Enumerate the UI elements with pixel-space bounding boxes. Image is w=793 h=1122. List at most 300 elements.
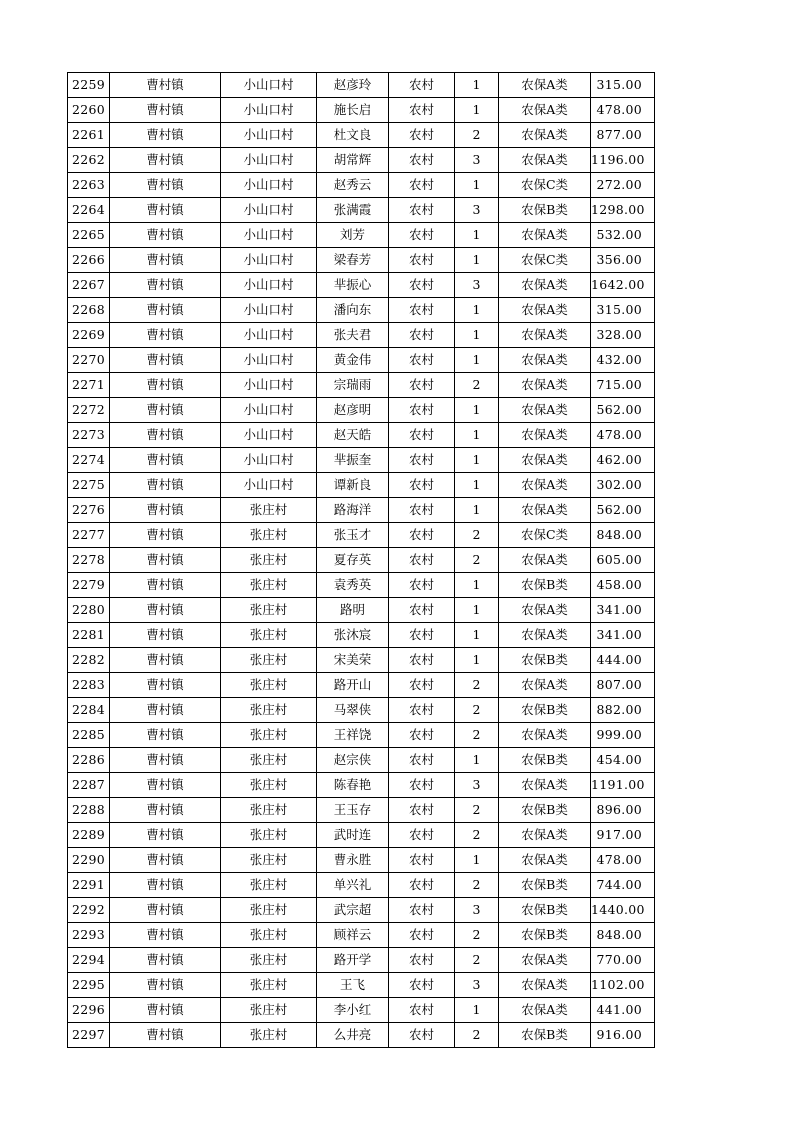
record-id: 2269 (68, 323, 110, 348)
record-id: 2297 (68, 1023, 110, 1048)
record-id: 2292 (68, 898, 110, 923)
table-row (68, 98, 655, 123)
people-count-cell: 2 (455, 798, 499, 823)
table-row (68, 123, 655, 148)
table-row (68, 723, 655, 748)
village-cell: 张庄村 (221, 623, 317, 648)
name-cell: 王祥饶 (317, 723, 389, 748)
name-cell: 张玉才 (317, 523, 389, 548)
village-cell: 小山口村 (221, 398, 317, 423)
name-cell: 路开学 (317, 948, 389, 973)
village-cell: 小山口村 (221, 198, 317, 223)
village-cell: 小山口村 (221, 473, 317, 498)
table-row (68, 923, 655, 948)
category-cell: 农保C类 (499, 523, 591, 548)
record-id: 2285 (68, 723, 110, 748)
household-type-cell: 农村 (389, 498, 455, 523)
table-row (68, 823, 655, 848)
name-cell: 宋美荣 (317, 648, 389, 673)
people-count-cell: 2 (455, 673, 499, 698)
amount-cell: 478.00 (591, 423, 655, 448)
category-cell: 农保B类 (499, 648, 591, 673)
table-row (68, 973, 655, 998)
people-count-cell: 1 (455, 448, 499, 473)
town-cell: 曹村镇 (110, 873, 221, 898)
household-type-cell: 农村 (389, 98, 455, 123)
record-id: 2282 (68, 648, 110, 673)
town-cell: 曹村镇 (110, 973, 221, 998)
household-type-cell: 农村 (389, 798, 455, 823)
household-type-cell: 农村 (389, 973, 455, 998)
record-id: 2278 (68, 548, 110, 573)
village-cell: 张庄村 (221, 573, 317, 598)
household-type-cell: 农村 (389, 573, 455, 598)
table-row (68, 673, 655, 698)
village-cell: 张庄村 (221, 823, 317, 848)
amount-cell: 302.00 (591, 473, 655, 498)
town-cell: 曹村镇 (110, 698, 221, 723)
household-type-cell: 农村 (389, 298, 455, 323)
town-cell: 曹村镇 (110, 548, 221, 573)
people-count-cell: 1 (455, 398, 499, 423)
town-cell: 曹村镇 (110, 673, 221, 698)
category-cell: 农保A类 (499, 848, 591, 873)
people-count-cell: 2 (455, 923, 499, 948)
village-cell: 小山口村 (221, 98, 317, 123)
village-cell: 张庄村 (221, 948, 317, 973)
amount-cell: 478.00 (591, 848, 655, 873)
amount-cell: 356.00 (591, 248, 655, 273)
town-cell: 曹村镇 (110, 398, 221, 423)
town-cell: 曹村镇 (110, 473, 221, 498)
amount-cell: 744.00 (591, 873, 655, 898)
village-cell: 小山口村 (221, 123, 317, 148)
category-cell: 农保A类 (499, 498, 591, 523)
category-cell: 农保A类 (499, 348, 591, 373)
people-count-cell: 2 (455, 1023, 499, 1048)
record-id: 2275 (68, 473, 110, 498)
household-type-cell: 农村 (389, 148, 455, 173)
village-cell: 张庄村 (221, 998, 317, 1023)
village-cell: 张庄村 (221, 748, 317, 773)
people-count-cell: 2 (455, 123, 499, 148)
amount-cell: 770.00 (591, 948, 655, 973)
people-count-cell: 2 (455, 823, 499, 848)
category-cell: 农保A类 (499, 823, 591, 848)
record-id: 2291 (68, 873, 110, 898)
name-cell: 赵天皓 (317, 423, 389, 448)
people-count-cell: 1 (455, 73, 499, 98)
record-id: 2261 (68, 123, 110, 148)
people-count-cell: 1 (455, 748, 499, 773)
category-cell: 农保C类 (499, 248, 591, 273)
table-row (68, 148, 655, 173)
household-type-cell: 农村 (389, 273, 455, 298)
town-cell: 曹村镇 (110, 748, 221, 773)
category-cell: 农保A类 (499, 473, 591, 498)
people-count-cell: 1 (455, 423, 499, 448)
category-cell: 农保A类 (499, 998, 591, 1023)
amount-cell: 1196.00 (591, 148, 655, 173)
town-cell: 曹村镇 (110, 73, 221, 98)
village-cell: 张庄村 (221, 698, 317, 723)
people-count-cell: 2 (455, 948, 499, 973)
household-type-cell: 农村 (389, 898, 455, 923)
village-cell: 小山口村 (221, 73, 317, 98)
household-type-cell: 农村 (389, 673, 455, 698)
table-row (68, 498, 655, 523)
table-row (68, 798, 655, 823)
town-cell: 曹村镇 (110, 373, 221, 398)
name-cell: 张夫君 (317, 323, 389, 348)
table-row (68, 698, 655, 723)
name-cell: 张沐宸 (317, 623, 389, 648)
amount-cell: 715.00 (591, 373, 655, 398)
household-type-cell: 农村 (389, 923, 455, 948)
household-type-cell: 农村 (389, 848, 455, 873)
household-type-cell: 农村 (389, 723, 455, 748)
amount-cell: 999.00 (591, 723, 655, 748)
amount-cell: 315.00 (591, 298, 655, 323)
table-row (68, 298, 655, 323)
town-cell: 曹村镇 (110, 273, 221, 298)
amount-cell: 848.00 (591, 523, 655, 548)
category-cell: 农保A类 (499, 398, 591, 423)
name-cell: 么井亮 (317, 1023, 389, 1048)
name-cell: 潘向东 (317, 298, 389, 323)
record-id: 2293 (68, 923, 110, 948)
record-id: 2264 (68, 198, 110, 223)
record-id: 2263 (68, 173, 110, 198)
amount-cell: 1440.00 (591, 898, 655, 923)
household-type-cell: 农村 (389, 373, 455, 398)
table-row (68, 398, 655, 423)
category-cell: 农保B类 (499, 873, 591, 898)
people-count-cell: 1 (455, 348, 499, 373)
name-cell: 芈振奎 (317, 448, 389, 473)
amount-cell: 1191.00 (591, 773, 655, 798)
amount-cell: 917.00 (591, 823, 655, 848)
table-row (68, 873, 655, 898)
name-cell: 赵宗侠 (317, 748, 389, 773)
category-cell: 农保B类 (499, 198, 591, 223)
table-row (68, 173, 655, 198)
name-cell: 袁秀英 (317, 573, 389, 598)
village-cell: 小山口村 (221, 298, 317, 323)
category-cell: 农保A类 (499, 98, 591, 123)
village-cell: 张庄村 (221, 548, 317, 573)
record-id: 2289 (68, 823, 110, 848)
record-id: 2266 (68, 248, 110, 273)
category-cell: 农保A类 (499, 123, 591, 148)
town-cell: 曹村镇 (110, 923, 221, 948)
household-type-cell: 农村 (389, 198, 455, 223)
category-cell: 农保A类 (499, 973, 591, 998)
village-cell: 张庄村 (221, 723, 317, 748)
name-cell: 路开山 (317, 673, 389, 698)
household-type-cell: 农村 (389, 773, 455, 798)
village-cell: 张庄村 (221, 673, 317, 698)
amount-cell: 882.00 (591, 698, 655, 723)
table-row (68, 573, 655, 598)
category-cell: 农保A类 (499, 73, 591, 98)
table-row (68, 548, 655, 573)
category-cell: 农保B类 (499, 573, 591, 598)
table-body (68, 73, 655, 1048)
amount-cell: 328.00 (591, 323, 655, 348)
household-type-cell: 农村 (389, 948, 455, 973)
amount-cell: 848.00 (591, 923, 655, 948)
village-cell: 张庄村 (221, 773, 317, 798)
town-cell: 曹村镇 (110, 423, 221, 448)
amount-cell: 1642.00 (591, 273, 655, 298)
household-type-cell: 农村 (389, 73, 455, 98)
table-row (68, 323, 655, 348)
table-row (68, 248, 655, 273)
people-count-cell: 2 (455, 548, 499, 573)
category-cell: 农保A类 (499, 623, 591, 648)
people-count-cell: 1 (455, 173, 499, 198)
category-cell: 农保C类 (499, 173, 591, 198)
name-cell: 夏存英 (317, 548, 389, 573)
name-cell: 芈振心 (317, 273, 389, 298)
town-cell: 曹村镇 (110, 998, 221, 1023)
table-row (68, 373, 655, 398)
village-cell: 张庄村 (221, 523, 317, 548)
record-id: 2290 (68, 848, 110, 873)
town-cell: 曹村镇 (110, 823, 221, 848)
household-type-cell: 农村 (389, 1023, 455, 1048)
household-type-cell: 农村 (389, 348, 455, 373)
town-cell: 曹村镇 (110, 623, 221, 648)
town-cell: 曹村镇 (110, 298, 221, 323)
town-cell: 曹村镇 (110, 148, 221, 173)
name-cell: 谭新良 (317, 473, 389, 498)
table-row (68, 473, 655, 498)
table-row (68, 448, 655, 473)
table-row (68, 198, 655, 223)
town-cell: 曹村镇 (110, 348, 221, 373)
household-type-cell: 农村 (389, 223, 455, 248)
town-cell: 曹村镇 (110, 573, 221, 598)
household-type-cell: 农村 (389, 873, 455, 898)
name-cell: 武时连 (317, 823, 389, 848)
category-cell: 农保A类 (499, 423, 591, 448)
name-cell: 马翠侠 (317, 698, 389, 723)
name-cell: 杜文良 (317, 123, 389, 148)
name-cell: 单兴礼 (317, 873, 389, 898)
category-cell: 农保A类 (499, 598, 591, 623)
town-cell: 曹村镇 (110, 123, 221, 148)
people-count-cell: 1 (455, 998, 499, 1023)
village-cell: 小山口村 (221, 148, 317, 173)
village-cell: 小山口村 (221, 323, 317, 348)
household-type-cell: 农村 (389, 748, 455, 773)
town-cell: 曹村镇 (110, 173, 221, 198)
name-cell: 张满霞 (317, 198, 389, 223)
record-id: 2295 (68, 973, 110, 998)
amount-cell: 444.00 (591, 648, 655, 673)
town-cell: 曹村镇 (110, 773, 221, 798)
amount-cell: 341.00 (591, 598, 655, 623)
name-cell: 梁春芳 (317, 248, 389, 273)
table-row (68, 623, 655, 648)
amount-cell: 532.00 (591, 223, 655, 248)
amount-cell: 462.00 (591, 448, 655, 473)
village-cell: 张庄村 (221, 848, 317, 873)
amount-cell: 896.00 (591, 798, 655, 823)
village-cell: 小山口村 (221, 248, 317, 273)
village-cell: 张庄村 (221, 1023, 317, 1048)
town-cell: 曹村镇 (110, 598, 221, 623)
household-type-cell: 农村 (389, 398, 455, 423)
amount-cell: 441.00 (591, 998, 655, 1023)
category-cell: 农保A类 (499, 373, 591, 398)
household-type-cell: 农村 (389, 548, 455, 573)
people-count-cell: 1 (455, 223, 499, 248)
people-count-cell: 2 (455, 723, 499, 748)
town-cell: 曹村镇 (110, 523, 221, 548)
category-cell: 农保B类 (499, 748, 591, 773)
amount-cell: 1102.00 (591, 973, 655, 998)
table-row (68, 748, 655, 773)
town-cell: 曹村镇 (110, 198, 221, 223)
people-count-cell: 3 (455, 273, 499, 298)
village-cell: 张庄村 (221, 498, 317, 523)
people-count-cell: 1 (455, 248, 499, 273)
table-row (68, 898, 655, 923)
amount-cell: 272.00 (591, 173, 655, 198)
amount-cell: 877.00 (591, 123, 655, 148)
name-cell: 赵彦明 (317, 398, 389, 423)
record-id: 2265 (68, 223, 110, 248)
people-count-cell: 1 (455, 848, 499, 873)
table-row (68, 1023, 655, 1048)
table-row (68, 948, 655, 973)
village-cell: 张庄村 (221, 798, 317, 823)
category-cell: 农保A类 (499, 273, 591, 298)
record-id: 2272 (68, 398, 110, 423)
record-id: 2260 (68, 98, 110, 123)
village-cell: 张庄村 (221, 873, 317, 898)
household-type-cell: 农村 (389, 598, 455, 623)
table-row (68, 273, 655, 298)
table-row (68, 648, 655, 673)
people-count-cell: 1 (455, 623, 499, 648)
village-cell: 小山口村 (221, 423, 317, 448)
record-id: 2286 (68, 748, 110, 773)
town-cell: 曹村镇 (110, 1023, 221, 1048)
record-id: 2270 (68, 348, 110, 373)
category-cell: 农保A类 (499, 148, 591, 173)
table-row (68, 523, 655, 548)
village-cell: 小山口村 (221, 173, 317, 198)
amount-cell: 562.00 (591, 498, 655, 523)
amount-cell: 432.00 (591, 348, 655, 373)
town-cell: 曹村镇 (110, 448, 221, 473)
people-count-cell: 1 (455, 98, 499, 123)
village-cell: 小山口村 (221, 448, 317, 473)
name-cell: 刘芳 (317, 223, 389, 248)
amount-cell: 605.00 (591, 548, 655, 573)
town-cell: 曹村镇 (110, 248, 221, 273)
category-cell: 农保B类 (499, 798, 591, 823)
household-type-cell: 农村 (389, 473, 455, 498)
amount-cell: 916.00 (591, 1023, 655, 1048)
people-count-cell: 3 (455, 773, 499, 798)
record-id: 2281 (68, 623, 110, 648)
table-row (68, 223, 655, 248)
amount-cell: 1298.00 (591, 198, 655, 223)
household-type-cell: 农村 (389, 323, 455, 348)
name-cell: 宗瑞雨 (317, 373, 389, 398)
people-count-cell: 2 (455, 698, 499, 723)
category-cell: 农保A类 (499, 948, 591, 973)
people-count-cell: 1 (455, 498, 499, 523)
town-cell: 曹村镇 (110, 498, 221, 523)
name-cell: 路明 (317, 598, 389, 623)
record-id: 2280 (68, 598, 110, 623)
record-id: 2279 (68, 573, 110, 598)
town-cell: 曹村镇 (110, 948, 221, 973)
people-count-cell: 2 (455, 373, 499, 398)
household-type-cell: 农村 (389, 448, 455, 473)
category-cell: 农保A类 (499, 723, 591, 748)
name-cell: 李小红 (317, 998, 389, 1023)
people-count-cell: 1 (455, 573, 499, 598)
name-cell: 武宗超 (317, 898, 389, 923)
village-cell: 张庄村 (221, 973, 317, 998)
town-cell: 曹村镇 (110, 648, 221, 673)
amount-cell: 562.00 (591, 398, 655, 423)
amount-cell: 341.00 (591, 623, 655, 648)
name-cell: 顾祥云 (317, 923, 389, 948)
amount-cell: 807.00 (591, 673, 655, 698)
record-id: 2294 (68, 948, 110, 973)
household-type-cell: 农村 (389, 173, 455, 198)
record-id: 2277 (68, 523, 110, 548)
people-count-cell: 3 (455, 148, 499, 173)
household-type-cell: 农村 (389, 623, 455, 648)
record-id: 2283 (68, 673, 110, 698)
record-id: 2274 (68, 448, 110, 473)
village-cell: 小山口村 (221, 348, 317, 373)
name-cell: 赵彦玲 (317, 73, 389, 98)
household-type-cell: 农村 (389, 823, 455, 848)
category-cell: 农保B类 (499, 898, 591, 923)
category-cell: 农保A类 (499, 448, 591, 473)
category-cell: 农保B类 (499, 698, 591, 723)
record-id: 2267 (68, 273, 110, 298)
record-id: 2259 (68, 73, 110, 98)
category-cell: 农保A类 (499, 548, 591, 573)
record-id: 2262 (68, 148, 110, 173)
name-cell: 赵秀云 (317, 173, 389, 198)
town-cell: 曹村镇 (110, 898, 221, 923)
table-row (68, 598, 655, 623)
village-cell: 小山口村 (221, 223, 317, 248)
name-cell: 曹永胜 (317, 848, 389, 873)
household-type-cell: 农村 (389, 123, 455, 148)
table-row (68, 423, 655, 448)
category-cell: 农保A类 (499, 773, 591, 798)
record-id: 2276 (68, 498, 110, 523)
amount-cell: 458.00 (591, 573, 655, 598)
table-row (68, 348, 655, 373)
record-id: 2268 (68, 298, 110, 323)
household-type-cell: 农村 (389, 998, 455, 1023)
village-cell: 张庄村 (221, 898, 317, 923)
